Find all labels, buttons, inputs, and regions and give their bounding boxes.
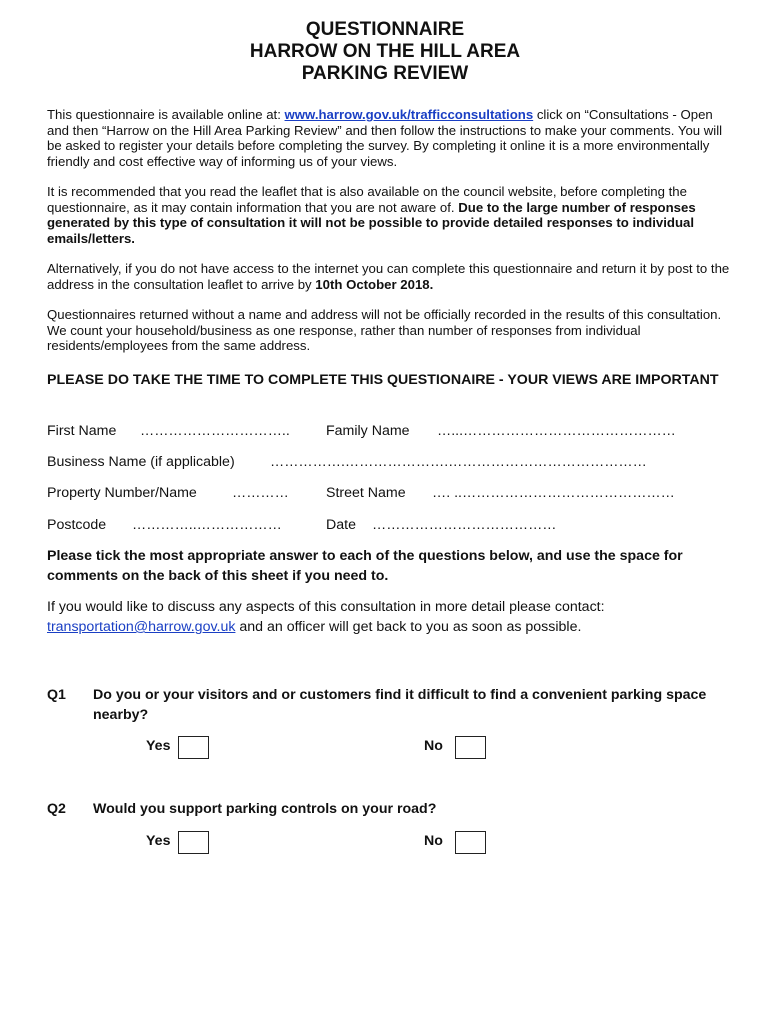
- question-text: Would you support parking controls on your road?: [93, 801, 437, 817]
- intro-paragraph-post: Alternatively, if you do not have access to the internet you can complete this questionnaire and return it by post to the address in the consultation leaflet to arrive by 10th October 2018.: [47, 261, 730, 292]
- q1-yes-checkbox[interactable]: [178, 736, 209, 759]
- tick-instruction: Please tick the most appropriate answer to each of the questions below, and use the space for comments on the back of this sheet if you need to.: [47, 548, 683, 584]
- contact-email-link[interactable]: transportation@harrow.gov.uk: [47, 619, 236, 635]
- online-consultation-link[interactable]: www.harrow.gov.uk/trafficconsultations: [284, 107, 534, 122]
- title-line-3: PARKING REVIEW: [301, 63, 469, 84]
- intro-paragraph-leaflet: It is recommended that you read the leaflet that is also available on the council website, before completing the questionnaire, as it may contain information that you are not aware of. Due to the large number of responses generated by this type of consultation it will not be possible to provide detailed responses to individual emails/letters.: [47, 184, 696, 246]
- q2-no-checkbox[interactable]: [455, 831, 486, 854]
- street-name-field[interactable]: …. ..………………………………………: [432, 485, 675, 501]
- family-name-field[interactable]: …...………………………………………: [437, 423, 676, 439]
- q2-yes-checkbox[interactable]: [178, 831, 209, 854]
- intro-paragraph-online: This questionnaire is available online at: www.harrow.gov.uk/trafficconsultations click on “Consultations - Open and then “Harrow on the Hill Area Parking Review” and then follow the instructions to make your comments. You will be asked to register your details before completing the survey. By completing it online it is a more environmentally friendly and cost effective way of informing us of your views.: [47, 107, 723, 169]
- intro-paragraph-records: Questionnaires returned without a name and address will not be officially recorded in the results of this consultation. We count your household/business as one response, rather than number of responses from individual residents/employees from the same address.: [47, 307, 722, 353]
- document-title: [0, 19, 770, 85]
- first-name-field[interactable]: …………………………..: [140, 423, 290, 439]
- title-line-2: HARROW ON THE HILL AREA: [249, 41, 521, 62]
- contact-paragraph: If you would like to discuss any aspects of this consultation in more detail please contact: transportation@harrow.gov.uk and an officer will get back to you as soon as possible.: [47, 599, 605, 635]
- date-label: Date: [326, 517, 356, 533]
- question-number: Q2: [47, 801, 66, 817]
- family-name-label: Family Name: [326, 423, 410, 439]
- date-field[interactable]: …………………………………: [372, 517, 557, 533]
- no-label: No: [424, 738, 443, 754]
- title-line-1: QUESTIONNAIRE: [305, 19, 465, 40]
- postcode-label: Postcode: [47, 517, 107, 533]
- business-name-field[interactable]: …………….………………….……………………………………: [270, 454, 647, 470]
- question-number: Q1: [47, 687, 66, 703]
- no-label: No: [424, 833, 443, 849]
- street-name-label: Street Name: [326, 485, 406, 501]
- property-field[interactable]: …………: [232, 485, 289, 501]
- q1-no-checkbox[interactable]: [455, 736, 486, 759]
- property-label: Property Number/Name: [47, 485, 197, 501]
- postcode-field[interactable]: …………..………………: [132, 517, 282, 533]
- yes-label: Yes: [146, 833, 171, 849]
- important-headline: PLEASE DO TAKE THE TIME TO COMPLETE THIS QUESTIONAIRE - YOUR VIEWS ARE IMPORTANT: [47, 372, 719, 388]
- question-text: Do you or your visitors and or customers find it difficult to find a convenient parking space nearby?: [93, 687, 707, 723]
- yes-label: Yes: [146, 738, 171, 754]
- first-name-label: First Name: [47, 423, 117, 439]
- business-name-label: Business Name (if applicable): [47, 454, 235, 470]
